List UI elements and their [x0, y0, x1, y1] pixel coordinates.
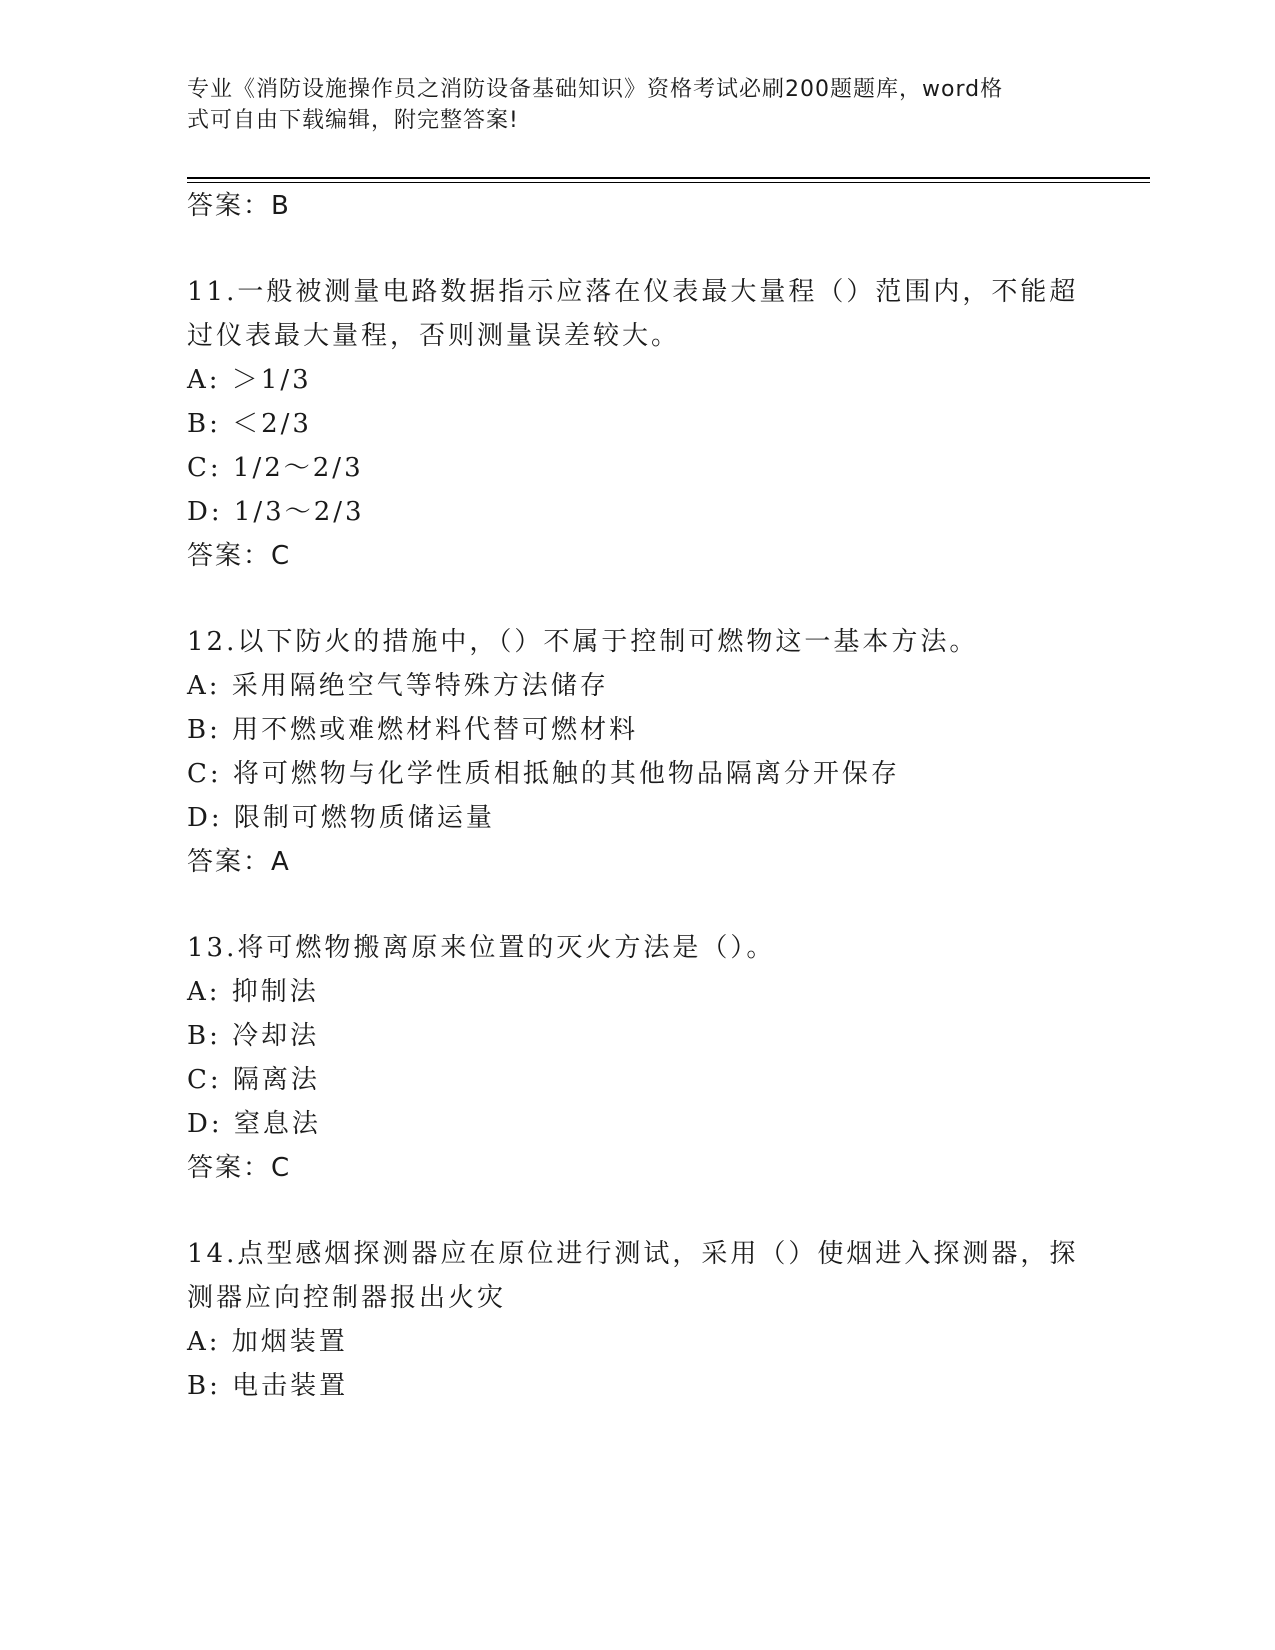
document-header [187, 74, 1067, 136]
question-13-stem: 13.将可燃物搬离原来位置的灭火方法是（）。 [187, 933, 776, 963]
question-14-stem-line-2: 测器应向控制器报出火灾 [187, 1283, 507, 1313]
question-13-option-c: C: 隔离法 [187, 1065, 320, 1095]
question-12-option-b: B: 用不燃或难燃材料代替可燃材料 [187, 715, 639, 745]
question-14-option-a: A: 加烟装置 [187, 1327, 348, 1357]
question-11-option-c: C: 1/2～2/3 [187, 453, 364, 483]
question-11-answer: 答案：C [187, 541, 292, 571]
question-11-stem-line-2: 过仪表最大量程，否则测量误差较大。 [187, 321, 681, 351]
question-13-option-a: A: 抑制法 [187, 977, 319, 1007]
header-line-2: 式可自由下载编辑，附完整答案! [187, 108, 519, 133]
question-11-option-d: D: 1/3～2/3 [187, 497, 365, 527]
question-11-option-b: B: ＜2/3 [187, 409, 312, 439]
question-13-answer: 答案：C [187, 1153, 292, 1183]
previous-answer: 答案：B [187, 191, 291, 221]
header-line-1: 专业《消防设施操作员之消防设备基础知识》资格考试必刷200题题库，word格 [187, 77, 1004, 102]
question-13-option-b: B: 冷却法 [187, 1021, 320, 1051]
header-divider-thin [187, 182, 1150, 183]
question-12-option-d: D: 限制可燃物质储运量 [187, 803, 495, 833]
question-13-option-d: D: 窒息法 [187, 1109, 321, 1139]
question-12-answer: 答案：A [187, 847, 291, 877]
question-14-option-b: B: 电击装置 [187, 1371, 349, 1401]
question-11-stem-line-1: 11.一般被测量电路数据指示应落在仪表最大量程（）范围内，不能超 [187, 277, 1079, 307]
question-11-option-a: A: ＞1/3 [187, 365, 312, 395]
question-14-stem-line-1: 14.点型感烟探测器应在原位进行测试，采用（）使烟进入探测器，探 [187, 1239, 1079, 1269]
question-12-stem: 12.以下防火的措施中，（）不属于控制可燃物这一基本方法。 [187, 627, 979, 657]
header-divider-thick [187, 177, 1150, 179]
question-12-option-c: C: 将可燃物与化学性质相抵触的其他物品隔离分开保存 [187, 759, 900, 789]
question-12-option-a: A: 采用隔绝空气等特殊方法储存 [187, 671, 609, 701]
